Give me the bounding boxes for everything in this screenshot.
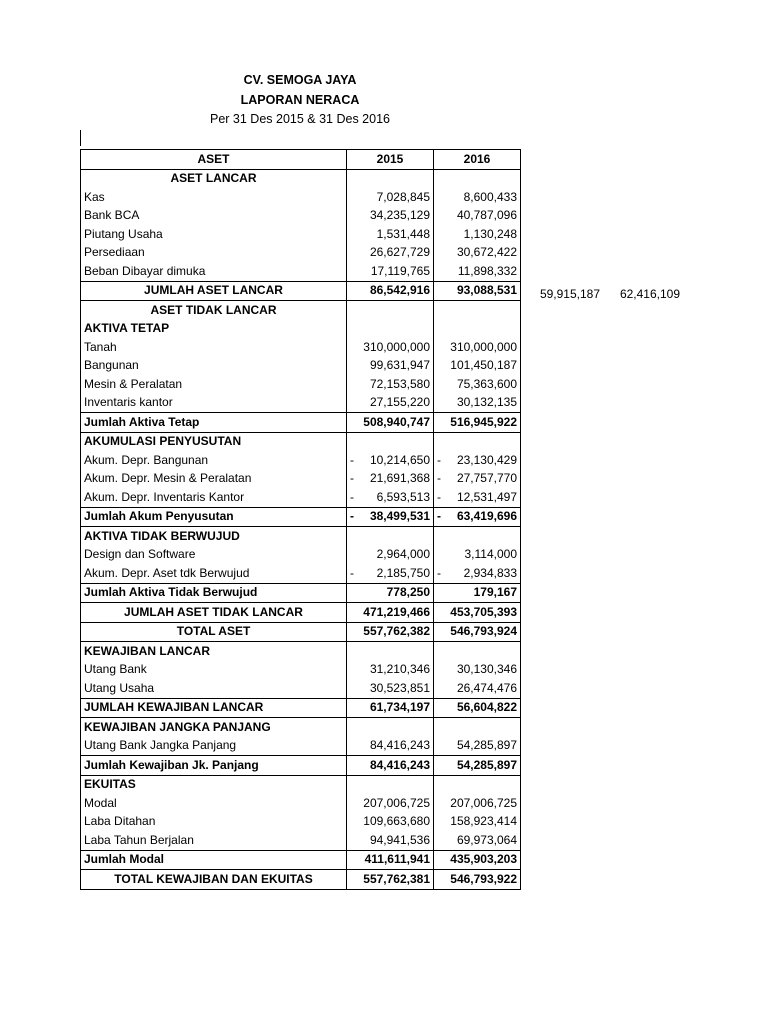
row-label: Jumlah Aktiva Tidak Berwujud xyxy=(81,583,347,603)
amount: 1,531,448 xyxy=(376,226,430,241)
table-row xyxy=(81,375,521,394)
value-2016 xyxy=(434,507,521,527)
value-2016 xyxy=(434,622,521,642)
table-row xyxy=(81,756,521,776)
amount: 10,214,650 xyxy=(369,452,430,467)
amount: 310,000,000 xyxy=(450,339,517,354)
amount: 84,416,243 xyxy=(369,757,430,772)
value-2015 xyxy=(347,244,434,263)
amount: 30,132,135 xyxy=(456,395,517,410)
amount: 7,028,845 xyxy=(376,189,430,204)
negative-sign: - xyxy=(350,471,354,486)
row-label: Design dan Software xyxy=(81,546,347,565)
row-label: Jumlah Akum Penyusutan xyxy=(81,507,347,527)
report-title: LAPORAN NERACA xyxy=(240,93,360,107)
negative-sign: - xyxy=(437,509,441,524)
value-2015 xyxy=(347,262,434,281)
amount: 546,793,924 xyxy=(450,624,517,639)
report-period: Per 31 Des 2015 & 31 Des 2016 xyxy=(210,112,390,126)
amount: 471,219,466 xyxy=(363,604,430,619)
row-label: Utang Bank Jangka Panjang xyxy=(81,737,347,756)
table-row xyxy=(81,357,521,376)
value-2016 xyxy=(434,225,521,244)
value-2016 xyxy=(434,661,521,680)
value-2015 xyxy=(347,225,434,244)
row-label: Modal xyxy=(81,794,347,813)
table-row xyxy=(81,850,521,870)
table-row xyxy=(81,870,521,890)
amount: 93,088,531 xyxy=(456,283,517,298)
negative-sign: - xyxy=(437,565,441,580)
row-label: Persediaan xyxy=(81,244,347,263)
table-row xyxy=(81,470,521,489)
value-2016 xyxy=(434,375,521,394)
table-row xyxy=(81,488,521,507)
amount: 86,542,916 xyxy=(369,283,430,298)
amount: 30,523,851 xyxy=(369,680,430,695)
amount: 546,793,922 xyxy=(450,871,517,886)
amount: 8,600,433 xyxy=(463,189,517,204)
value-2015 xyxy=(347,320,434,339)
negative-sign: - xyxy=(350,452,354,467)
amount: 508,940,747 xyxy=(363,414,430,429)
value-2016 xyxy=(434,470,521,489)
value-2015 xyxy=(347,564,434,583)
table-row xyxy=(81,527,521,546)
row-label: Laba Ditahan xyxy=(81,813,347,832)
negative-sign: - xyxy=(350,565,354,580)
table-header-row xyxy=(81,150,521,170)
value-2015 xyxy=(347,756,434,776)
row-label: TOTAL ASET xyxy=(81,622,347,642)
row-label: Akum. Depr. Bangunan xyxy=(81,451,347,470)
table-row xyxy=(81,603,521,623)
negative-sign: - xyxy=(437,471,441,486)
table-row xyxy=(81,507,521,527)
table-row xyxy=(81,281,521,301)
value-2015 xyxy=(347,870,434,890)
amount: 69,973,064 xyxy=(456,832,517,847)
row-label: Utang Usaha xyxy=(81,679,347,698)
table-row xyxy=(81,679,521,698)
row-label: Laba Tahun Berjalan xyxy=(81,831,347,850)
table-row xyxy=(81,338,521,357)
row-label: ASET LANCAR xyxy=(81,169,347,188)
value-2016 xyxy=(434,527,521,546)
row-label: Inventaris kantor xyxy=(81,394,347,413)
value-2015 xyxy=(347,679,434,698)
amount: 207,006,725 xyxy=(363,795,430,810)
amount: 75,363,600 xyxy=(456,376,517,391)
table-row xyxy=(81,432,521,451)
negative-sign: - xyxy=(437,489,441,504)
row-label: KEWAJIBAN JANGKA PANJANG xyxy=(81,718,347,737)
negative-sign: - xyxy=(437,452,441,467)
value-2016 xyxy=(434,737,521,756)
value-2015 xyxy=(347,642,434,661)
row-label: AKTIVA TIDAK BERWUJUD xyxy=(81,527,347,546)
row-label: JUMLAH KEWAJIBAN LANCAR xyxy=(81,698,347,718)
row-label: Bank BCA xyxy=(81,207,347,226)
amount: 6,593,513 xyxy=(376,489,430,504)
value-2016 xyxy=(434,546,521,565)
row-label: JUMLAH ASET TIDAK LANCAR xyxy=(81,603,347,623)
amount: 61,734,197 xyxy=(369,700,430,715)
divider-mark xyxy=(80,130,81,146)
value-2016 xyxy=(434,850,521,870)
row-label: Akum. Depr. Aset tdk Berwujud xyxy=(81,564,347,583)
value-2015 xyxy=(347,451,434,470)
amount: 435,903,203 xyxy=(450,852,517,867)
row-label: Mesin & Peralatan xyxy=(81,375,347,394)
value-2015 xyxy=(347,622,434,642)
value-2015 xyxy=(347,301,434,320)
value-2015 xyxy=(347,375,434,394)
value-2015 xyxy=(347,394,434,413)
table-row xyxy=(81,169,521,188)
row-label: Beban Dibayar dimuka xyxy=(81,262,347,281)
row-label: JUMLAH ASET LANCAR xyxy=(81,281,347,301)
amount: 557,762,382 xyxy=(363,624,430,639)
amount: 158,923,414 xyxy=(450,814,517,829)
amount: 2,934,833 xyxy=(463,565,517,580)
value-2015 xyxy=(347,603,434,623)
amount: 179,167 xyxy=(473,585,517,600)
row-label: AKTIVA TETAP xyxy=(81,320,347,339)
side-value-2: 62,416,109 xyxy=(619,287,680,301)
value-2015 xyxy=(347,794,434,813)
amount: 31,210,346 xyxy=(369,662,430,677)
table-row xyxy=(81,564,521,583)
value-2015 xyxy=(347,207,434,226)
column-header-aset: ASET xyxy=(81,150,347,170)
value-2015 xyxy=(347,432,434,451)
row-label: Akum. Depr. Inventaris Kantor xyxy=(81,488,347,507)
amount: 101,450,187 xyxy=(450,358,517,373)
value-2016 xyxy=(434,188,521,207)
table-row xyxy=(81,451,521,470)
table-row xyxy=(81,262,521,281)
amount: 12,531,497 xyxy=(456,489,517,504)
value-2015 xyxy=(347,281,434,301)
table-row xyxy=(81,320,521,339)
value-2016 xyxy=(434,813,521,832)
row-label: ASET TIDAK LANCAR xyxy=(81,301,347,320)
table-row xyxy=(81,622,521,642)
table-row xyxy=(81,207,521,226)
value-2016 xyxy=(434,603,521,623)
value-2015 xyxy=(347,850,434,870)
value-2015 xyxy=(347,718,434,737)
value-2015 xyxy=(347,698,434,718)
negative-sign: - xyxy=(350,509,354,524)
value-2016 xyxy=(434,281,521,301)
value-2016 xyxy=(434,564,521,583)
amount: 516,945,922 xyxy=(450,414,517,429)
row-label: Bangunan xyxy=(81,357,347,376)
amount: 11,898,332 xyxy=(457,263,517,278)
row-label: Utang Bank xyxy=(81,661,347,680)
amount: 30,130,346 xyxy=(456,662,517,677)
amount: 109,663,680 xyxy=(363,814,430,829)
value-2015 xyxy=(347,488,434,507)
company-name: CV. SEMOGA JAYA xyxy=(243,73,357,87)
value-2015 xyxy=(347,470,434,489)
value-2016 xyxy=(434,831,521,850)
amount: 34,235,129 xyxy=(369,208,430,223)
side-value-1: 59,915,187 xyxy=(539,287,600,301)
value-2016 xyxy=(434,413,521,433)
amount: 84,416,243 xyxy=(369,738,430,753)
amount: 54,285,897 xyxy=(456,738,517,753)
row-label: TOTAL KEWAJIBAN DAN EKUITAS xyxy=(81,870,347,890)
value-2016 xyxy=(434,451,521,470)
row-label: Jumlah Modal xyxy=(81,850,347,870)
row-label: Jumlah Aktiva Tetap xyxy=(81,413,347,433)
table-row xyxy=(81,301,521,320)
amount: 40,787,096 xyxy=(456,208,517,223)
value-2016 xyxy=(434,432,521,451)
table-row xyxy=(81,698,521,718)
value-2016 xyxy=(434,262,521,281)
amount: 54,285,897 xyxy=(456,757,517,772)
value-2016 xyxy=(434,169,521,188)
amount: 30,672,422 xyxy=(456,245,517,260)
column-header-2015: 2015 xyxy=(347,150,434,170)
value-2016 xyxy=(434,488,521,507)
value-2015 xyxy=(347,413,434,433)
amount: 27,155,220 xyxy=(369,395,430,410)
amount: 26,474,476 xyxy=(456,680,517,695)
table-row xyxy=(81,546,521,565)
value-2016 xyxy=(434,718,521,737)
table-row xyxy=(81,831,521,850)
table-row xyxy=(81,737,521,756)
table-row xyxy=(81,583,521,603)
value-2015 xyxy=(347,169,434,188)
value-2016 xyxy=(434,207,521,226)
table-row xyxy=(81,394,521,413)
value-2015 xyxy=(347,357,434,376)
value-2016 xyxy=(434,583,521,603)
amount: 72,153,580 xyxy=(369,376,430,391)
amount: 310,000,000 xyxy=(363,339,430,354)
row-label: Kas xyxy=(81,188,347,207)
value-2016 xyxy=(434,394,521,413)
value-2015 xyxy=(347,338,434,357)
row-label: Tanah xyxy=(81,338,347,357)
table-row xyxy=(81,718,521,737)
amount: 99,631,947 xyxy=(369,358,430,373)
value-2016 xyxy=(434,244,521,263)
column-header-2016: 2016 xyxy=(434,150,521,170)
amount: 1,130,248 xyxy=(463,226,517,241)
value-2015 xyxy=(347,507,434,527)
amount: 21,691,368 xyxy=(369,471,430,486)
amount: 94,941,536 xyxy=(369,832,430,847)
table-row xyxy=(81,813,521,832)
value-2015 xyxy=(347,831,434,850)
value-2015 xyxy=(347,188,434,207)
table-row xyxy=(81,244,521,263)
value-2015 xyxy=(347,527,434,546)
row-label: EKUITAS xyxy=(81,775,347,794)
amount: 26,627,729 xyxy=(369,245,430,260)
value-2015 xyxy=(347,775,434,794)
amount: 2,964,000 xyxy=(376,547,430,562)
table-row xyxy=(81,225,521,244)
amount: 207,006,725 xyxy=(450,795,517,810)
amount: 23,130,429 xyxy=(456,452,517,467)
amount: 778,250 xyxy=(386,585,430,600)
table-row xyxy=(81,794,521,813)
amount: 56,604,822 xyxy=(456,700,517,715)
value-2015 xyxy=(347,661,434,680)
amount: 27,757,770 xyxy=(456,471,517,486)
value-2016 xyxy=(434,679,521,698)
value-2016 xyxy=(434,642,521,661)
value-2016 xyxy=(434,338,521,357)
amount: 453,705,393 xyxy=(450,604,517,619)
value-2015 xyxy=(347,583,434,603)
table-row xyxy=(81,661,521,680)
table-row xyxy=(81,188,521,207)
table-row xyxy=(81,642,521,661)
row-label: Akum. Depr. Mesin & Peralatan xyxy=(81,470,347,489)
amount: 557,762,381 xyxy=(363,871,430,886)
amount: 17,119,765 xyxy=(370,263,430,278)
row-label: Jumlah Kewajiban Jk. Panjang xyxy=(81,756,347,776)
value-2016 xyxy=(434,301,521,320)
value-2016 xyxy=(434,794,521,813)
value-2016 xyxy=(434,870,521,890)
amount: 411,611,941 xyxy=(364,852,430,867)
amount: 38,499,531 xyxy=(369,509,430,524)
amount: 3,114,000 xyxy=(464,547,517,562)
amount: 2,185,750 xyxy=(376,565,430,580)
value-2015 xyxy=(347,737,434,756)
row-label: AKUMULASI PENYUSUTAN xyxy=(81,432,347,451)
balance-sheet-table xyxy=(80,149,521,890)
value-2016 xyxy=(434,320,521,339)
value-2015 xyxy=(347,546,434,565)
table-row xyxy=(81,775,521,794)
value-2016 xyxy=(434,775,521,794)
amount: 63,419,696 xyxy=(456,509,517,524)
row-label: KEWAJIBAN LANCAR xyxy=(81,642,347,661)
row-label: Piutang Usaha xyxy=(81,225,347,244)
value-2016 xyxy=(434,698,521,718)
table-row xyxy=(81,413,521,433)
value-2016 xyxy=(434,756,521,776)
negative-sign: - xyxy=(350,489,354,504)
value-2015 xyxy=(347,813,434,832)
value-2016 xyxy=(434,357,521,376)
